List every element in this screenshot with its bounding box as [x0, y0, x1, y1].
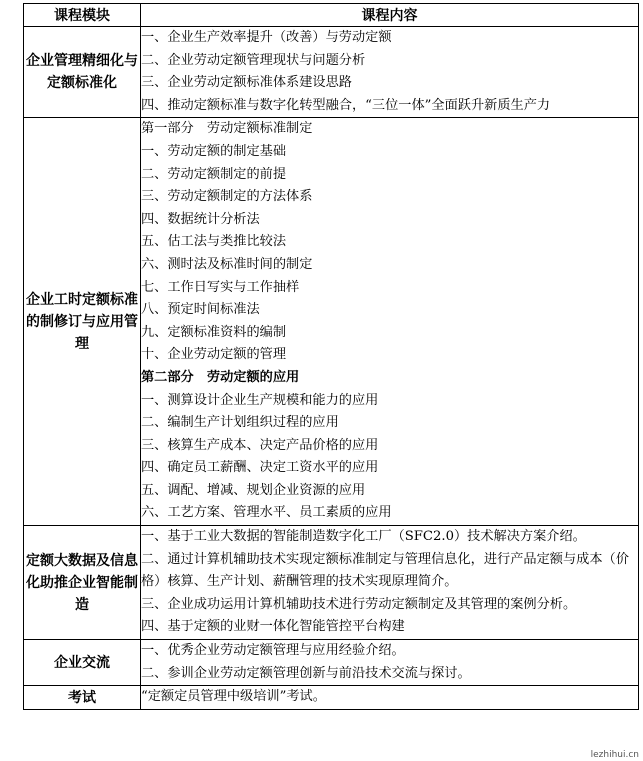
module-cell: 企业工时定额标准的制修订与应用管理	[24, 118, 141, 526]
course-row	[24, 118, 639, 526]
content-line: 八、预定时间标准法	[141, 302, 260, 318]
content-line: 四、基于定额的业财一体化智能管控平台构建	[141, 619, 405, 635]
content-line: 四、确定员工薪酬、决定工资水平的应用	[141, 460, 379, 476]
content-line: 四、推动定额标准与数字化转型融合，“三位一体”全面跃升新质生产力	[141, 97, 551, 113]
content-line: 六、测时法及标准时间的制定	[141, 256, 313, 272]
content-line: 七、工作日写实与工作抽样	[141, 279, 300, 295]
header-module: 课程模块	[24, 4, 141, 27]
header-row	[24, 4, 639, 27]
content-cell	[141, 27, 639, 118]
content-line: 一、企业生产效率提升（改善）与劳动定额	[141, 30, 392, 45]
course-table	[23, 3, 639, 710]
content-line: 第二部分 劳动定额的应用	[141, 369, 300, 385]
content-line: 三、核算生产成本、决定产品价格的应用	[141, 437, 379, 453]
content-line: 三、企业劳动定额标准体系建设思路	[141, 75, 352, 91]
module-cell: 企业管理精细化与定额标准化	[24, 27, 141, 118]
content-line: 九、定额标准资料的编制	[141, 324, 287, 340]
content-line: 六、工艺方案、管理水平、员工素质的应用	[141, 505, 392, 521]
content-line: 二、劳动定额制定的前提	[141, 166, 287, 182]
content-line: 二、参训企业劳动定额管理创新与前沿技术交流与探讨。	[141, 665, 471, 681]
module-cell: 企业交流	[24, 640, 141, 686]
course-table-body	[24, 4, 639, 710]
content-line: 二、编制生产计划组织过程的应用	[141, 415, 339, 431]
content-line: 五、调配、增减、规划企业资源的应用	[141, 482, 366, 498]
module-cell: 考试	[24, 686, 141, 710]
header-content: 课程内容	[141, 4, 639, 27]
course-row	[24, 686, 639, 710]
content-line: 十、企业劳动定额的管理	[141, 347, 287, 363]
content-cell	[141, 118, 639, 526]
content-line: 五、估工法与类推比较法	[141, 234, 287, 250]
content-line: 二、企业劳动定额管理现状与问题分析	[141, 52, 366, 68]
content-cell	[141, 526, 639, 640]
content-cell	[141, 686, 639, 710]
content-line: 一、优秀企业劳动定额管理与应用经验介绍。	[141, 643, 405, 659]
course-row	[24, 526, 639, 640]
content-line: 二、通过计算机辅助技术实现定额标准制定与管理信息化，进行产品定额与成本（价格）核算、生产计划、薪酬管理的技术实现原理简介。	[141, 551, 629, 590]
content-line: 三、企业成功运用计算机辅助技术进行劳动定额制定及其管理的案例分析。	[141, 596, 577, 612]
module-cell: 定额大数据及信息化助推企业智能制造	[24, 526, 141, 640]
content-line: 一、测算设计企业生产规模和能力的应用	[141, 392, 379, 408]
content-line: 一、劳动定额的制定基础	[141, 143, 287, 159]
watermark: lezhihui.cn	[590, 750, 639, 760]
content-line: 四、数据统计分析法	[141, 211, 260, 227]
content-line: 三、劳动定额制定的方法体系	[141, 189, 313, 205]
content-line: “定额定员管理中级培训”考试。	[141, 689, 326, 705]
content-line: 一、基于工业大数据的智能制造数字化工厂（SFC2.0）技术解决方案介绍。	[141, 529, 586, 545]
content-line: 第一部分 劳动定额标准制定	[141, 121, 313, 137]
course-row	[24, 27, 639, 118]
course-row	[24, 640, 639, 686]
content-cell	[141, 640, 639, 686]
